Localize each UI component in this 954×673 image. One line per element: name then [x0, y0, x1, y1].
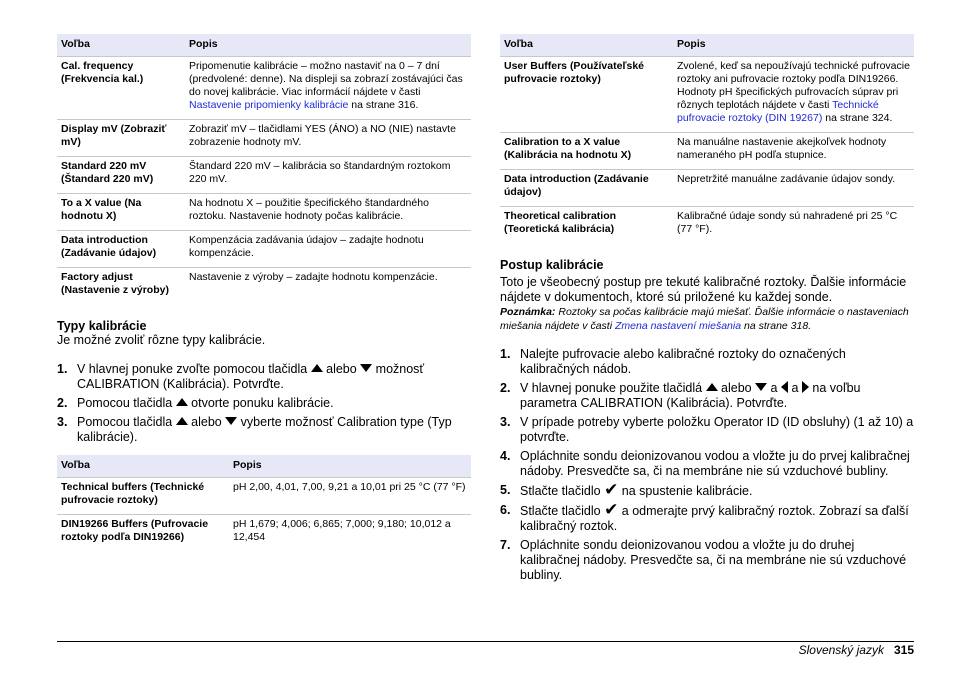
option-name: DIN19266 Buffers (Pufrovacie roztoky podľa DIN19266) [57, 515, 229, 552]
step-text: a odmerajte prvý kalibračný roztok. Zobrazí sa ďalší kalibračný roztok. [520, 504, 909, 533]
description-text: Pripomenutie kalibrácie – možno nastaviť na 0 – 7 dní (predvolené: denne). Na displeji sa zobrazí zostávajúci čas do novej kalibrácie. Viac informácií nájdete v časti [189, 60, 463, 98]
step-text: vyberte možnosť Calibration type (Typ kalibrácie). [77, 415, 452, 444]
table-row [500, 170, 914, 207]
left-arrow-icon [781, 381, 788, 393]
step-text: Stlačte tlačidlo [520, 504, 605, 518]
option-name: Data introduction (Zadávanie údajov) [500, 170, 673, 207]
option-description: Nepretržité manuálne zadávanie údajov sondy. [673, 170, 914, 207]
column-header: Voľba [57, 34, 185, 57]
step-number: 3. [57, 415, 68, 429]
up-arrow-icon [176, 417, 188, 425]
step-text: Opláchnite sondu deionizovanou vodou a vložte ju do prvej kalibračnej nádoby. Presvedčte sa, či na membráne nie sú vzduchové bubliny. [520, 449, 910, 478]
option-name: Technical buffers (Technické pufrovacie roztoky) [57, 478, 229, 515]
step-text: na spustenie kalibrácie. [618, 484, 753, 498]
note-text: Roztoky sa počas kalibrácie majú miešať. Ďalšie informácie o nastaveniach miešania nájdete v časti [500, 306, 909, 332]
option-name: Factory adjust (Nastavenie z výroby) [57, 268, 185, 305]
option-name: To a X value (Na hodnotu X) [57, 194, 185, 231]
option-description [673, 57, 914, 133]
step-text: alebo [187, 415, 226, 429]
option-name: Theoretical calibration (Teoretická kalibrácia) [500, 207, 673, 244]
step-number: 1. [57, 362, 68, 376]
section-intro: Je možné zvoliť rôzne typy kalibrácie. [57, 333, 266, 347]
table-header-row [500, 34, 914, 57]
step-text: alebo [717, 381, 756, 395]
checkmark-icon: ✔ [604, 500, 619, 519]
step-text: alebo [322, 362, 361, 376]
link-calibration-reminder[interactable]: Nastavenie pripomienky kalibrácie [189, 99, 349, 111]
steps-list [57, 362, 471, 445]
table-row [57, 120, 471, 157]
page-footer [799, 643, 914, 657]
option-description: pH 1,679; 4,006; 6,865; 7,000; 9,180; 10,012 a 12,454 [229, 515, 471, 552]
step-item [57, 415, 471, 445]
step-item [500, 381, 914, 411]
step-number: 5. [500, 483, 511, 497]
description-tail: na strane 324. [822, 112, 893, 124]
link-stirring-settings[interactable]: Zmena nastavení miešania [614, 320, 742, 332]
down-arrow-icon [360, 364, 372, 372]
note-tail: na strane 318. [741, 320, 812, 332]
table-row [500, 57, 914, 133]
option-name: Calibration to a X value (Kalibrácia na hodnotu X) [500, 133, 673, 170]
step-text: Opláchnite sondu deionizovanou vodou a vložte ju do druhej kalibračnej nádoby. Presvedčte sa, či na membráne nie sú vzduchové bubliny. [520, 538, 907, 582]
description-text: Zvolené, keď sa nepoužívajú technické pufrovacie roztoky ani pufrovacie roztoky podľa DIN19266. Hodnoty pH špecifických pufrovacích súprav pri rôznych teplotách nájdete v časti [677, 60, 910, 111]
option-name: Display mV (Zobraziť mV) [57, 120, 185, 157]
step-text: V hlavnej ponuke použite tlačidlá [520, 381, 706, 395]
step-item [500, 347, 914, 377]
section-title-calibration-types: Typy kalibrácie [57, 319, 147, 333]
table-header-row [57, 455, 471, 478]
step-text: V hlavnej ponuke zvoľte pomocou tlačidla [77, 362, 311, 376]
right-arrow-icon [802, 381, 809, 393]
up-arrow-icon [311, 364, 323, 372]
footer-language: Slovenský jazyk [798, 643, 884, 657]
footer-rule [57, 641, 914, 642]
option-description: Zobraziť mV – tlačidlami YES (ÁNO) a NO (NIE) nastavte zobrazenie hodnoty mV. [185, 120, 471, 157]
table-row [500, 207, 914, 244]
down-arrow-icon [755, 383, 767, 391]
table-row [57, 478, 471, 515]
step-number: 2. [57, 396, 68, 410]
column-header: Popis [185, 34, 471, 57]
options-table-3 [500, 34, 914, 243]
step-text: a [767, 381, 781, 395]
up-arrow-icon [176, 398, 188, 406]
option-description: pH 2,00, 4,01, 7,00, 9,21 a 10,01 pri 25 °C (77 °F) [229, 478, 471, 515]
description-tail: na strane 316. [348, 99, 419, 111]
table-row [57, 515, 471, 552]
step-number: 4. [500, 449, 511, 463]
step-item [500, 538, 914, 583]
step-item [500, 449, 914, 479]
table-row [57, 231, 471, 268]
option-description: Kalibračné údaje sondy sú nahradené pri 25 °C (77 °F). [673, 207, 914, 244]
option-name: User Buffers (Používateľské pufrovacie roztoky) [500, 57, 673, 133]
option-description [185, 57, 471, 120]
step-item [500, 500, 914, 534]
step-number: 1. [500, 347, 511, 361]
step-number: 7. [500, 538, 511, 552]
step-number: 3. [500, 415, 511, 429]
procedure-intro: Toto je všeobecný postup pre tekuté kalibračné roztoky. Ďalšie informácie nájdete v dokumentoch, ktoré sú priložené ku každej sonde. [500, 275, 907, 304]
options-table-2 [57, 455, 471, 551]
column-header: Voľba [57, 455, 229, 478]
option-description: Na manuálne nastavenie akejkoľvek hodnoty nameraného pH podľa stupnice. [673, 133, 914, 170]
step-text: Stlačte tlačidlo [520, 484, 605, 498]
step-item [57, 362, 471, 392]
table-row [57, 157, 471, 194]
step-text: možnosť CALIBRATION (Kalibrácia). Potvrďte. [77, 362, 425, 391]
table-row [57, 194, 471, 231]
table-row [500, 133, 914, 170]
option-description: Štandard 220 mV – kalibrácia so štandardným roztokom 220 mV. [185, 157, 471, 194]
column-header: Popis [229, 455, 471, 478]
note [500, 305, 914, 333]
column-header: Popis [673, 34, 914, 57]
step-text: V prípade potreby vyberte položku Operator ID (ID obsluhy) (1 až 10) a potvrďte. [520, 415, 914, 444]
option-description: Kompenzácia zadávania údajov – zadajte hodnotu kompenzácie. [185, 231, 471, 268]
column-header: Voľba [500, 34, 673, 57]
down-arrow-icon [225, 417, 237, 425]
step-text: na voľbu parametra CALIBRATION (Kalibrácia). Potvrďte. [520, 381, 861, 410]
procedure-steps [500, 347, 914, 583]
step-number: 6. [500, 503, 511, 517]
checkmark-icon: ✔ [604, 480, 619, 499]
step-item [500, 415, 914, 445]
option-name: Standard 220 mV (Štandard 220 mV) [57, 157, 185, 194]
up-arrow-icon [706, 383, 718, 391]
table-row [57, 57, 471, 120]
step-text: Nalejte pufrovacie alebo kalibračné roztoky do označených kalibračných nádob. [520, 347, 846, 376]
step-item [57, 396, 471, 411]
section-title-calibration-procedure: Postup kalibrácie [500, 258, 604, 272]
option-name: Cal. frequency (Frekvencia kal.) [57, 57, 185, 120]
right-column [500, 34, 914, 583]
note-label: Poznámka: [500, 306, 556, 318]
step-text: a [787, 381, 802, 395]
option-description: Nastavenie z výroby – zadajte hodnotu kompenzácie. [185, 268, 471, 305]
table-row [57, 268, 471, 305]
step-text: otvorte ponuku kalibrácie. [187, 396, 334, 410]
table-header-row [57, 34, 471, 57]
option-description: Na hodnotu X – použitie špecifického štandardného roztoku. Nastavenie hodnoty počas kalibrácie. [185, 194, 471, 231]
step-number: 2. [500, 381, 511, 395]
option-name: Data introduction (Zadávanie údajov) [57, 231, 185, 268]
step-item [500, 480, 914, 499]
left-column [57, 34, 471, 551]
link-technical-buffers[interactable]: Technické pufrovacie roztoky (DIN 19267) [677, 99, 879, 124]
options-table-1 [57, 34, 471, 304]
page-number: 315 [893, 643, 914, 657]
step-text: Pomocou tlačidla [77, 396, 176, 410]
step-text: Pomocou tlačidla [77, 415, 176, 429]
